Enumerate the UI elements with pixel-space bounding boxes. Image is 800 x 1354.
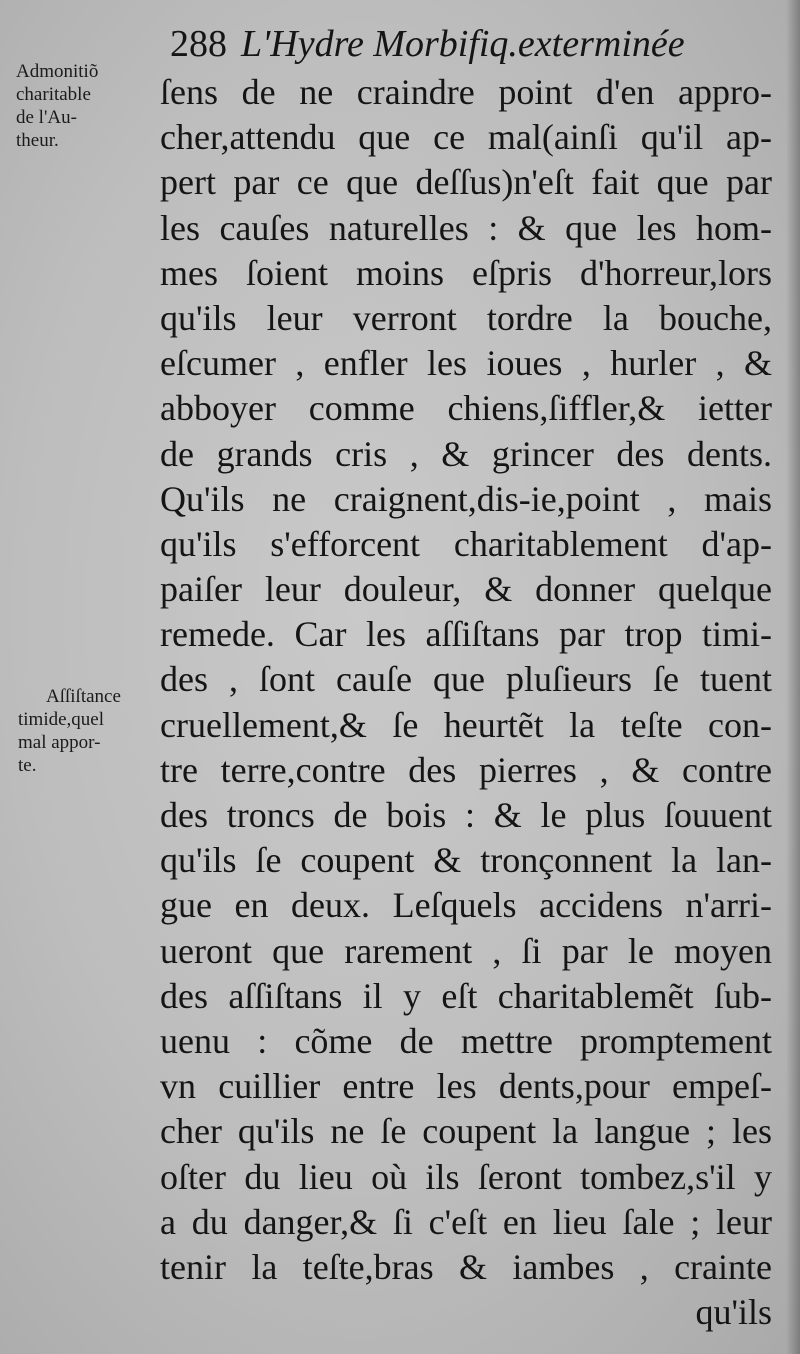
margin-note-line: Admonitiõ: [16, 61, 99, 82]
page-edge-shadow: [786, 0, 800, 1354]
page-number: 288: [170, 23, 227, 65]
margin-note-line: de l'Au-: [16, 107, 77, 128]
text-line: Qu'ils ne craignent,dis-ie,point , mais: [160, 478, 772, 519]
text-line: ueront que rarement , ſi par le moyen: [160, 930, 772, 971]
margin-note-assistance: [18, 685, 121, 777]
text-line: des aſſiſtans il y eſt charitablemẽt ſub-: [160, 975, 772, 1016]
text-line: qu'ils leur verront tordre la bouche,: [160, 297, 772, 338]
text-line: ſens de ne craindre point d'en appro-: [160, 72, 772, 112]
margin-note-line: te.: [18, 755, 37, 776]
text-line: remede. Car les aſſiſtans par trop timi-: [160, 614, 772, 655]
text-line: cher qu'ils ne ſe coupent la langue ; les: [160, 1111, 772, 1152]
text-line: qu'ils s'efforcent charitablement d'ap-: [160, 523, 772, 564]
text-line: abboyer comme chiens,ſiffler,& ietter: [160, 388, 772, 429]
text-line: cruellement,& ſe heurtẽt la teſte con-: [160, 704, 772, 745]
margin-note-line: timide,quel: [18, 709, 105, 730]
text-line: tre terre,contre des pierres , & contre: [160, 749, 772, 790]
margin-note-line: theur.: [16, 130, 59, 151]
text-line: vn cuillier entre les dents,pour empeſ-: [160, 1066, 772, 1107]
margin-note-admonition: [16, 60, 98, 152]
text-line: cher,attendu que ce mal(ainſi qu'il ap-: [160, 117, 772, 158]
text-line: qu'ils ſe coupent & tronçonnent la lan-: [160, 840, 772, 881]
margin-note-line: charitable: [16, 84, 91, 105]
text-line: de grands cris , & grincer des dents.: [160, 433, 772, 474]
text-line: eſcumer , enfler les ioues , hurler , &: [160, 343, 772, 384]
text-line: des troncs de bois : & le plus ſouuent: [160, 795, 772, 835]
text-line: des , ſont cauſe que pluſieurs ſe tuent: [160, 659, 772, 700]
text-line: oſter du lieu où ils ſeront tombez,s'il y: [160, 1156, 772, 1197]
text-line: a du danger,& ſi c'eſt en lieu ſale ; leur: [160, 1201, 772, 1242]
text-line: gue en deux. Leſquels accidens n'arri-: [160, 885, 772, 926]
catchword-line: qu'ils: [695, 1292, 772, 1333]
text-line: pert par ce que deſſus)n'eſt fait que par: [160, 162, 772, 203]
page-header: [170, 22, 790, 66]
text-line: tenir la teſte,bras & iambes , crainte: [160, 1246, 772, 1287]
text-line: uenu : cõme de mettre promptement: [160, 1020, 772, 1061]
running-title: L'Hydre Morbifiq.exterminée: [241, 23, 685, 65]
margin-note-line: mal appor-: [18, 732, 101, 753]
text-line: mes ſoient moins eſpris d'horreur,lors: [160, 252, 772, 293]
text-line: les cauſes naturelles : & que les hom-: [160, 207, 772, 248]
margin-note-line: Aſſiſtance: [46, 686, 121, 707]
text-line: paiſer leur douleur, & donner quelque: [160, 569, 772, 610]
body-text: [160, 70, 772, 1335]
